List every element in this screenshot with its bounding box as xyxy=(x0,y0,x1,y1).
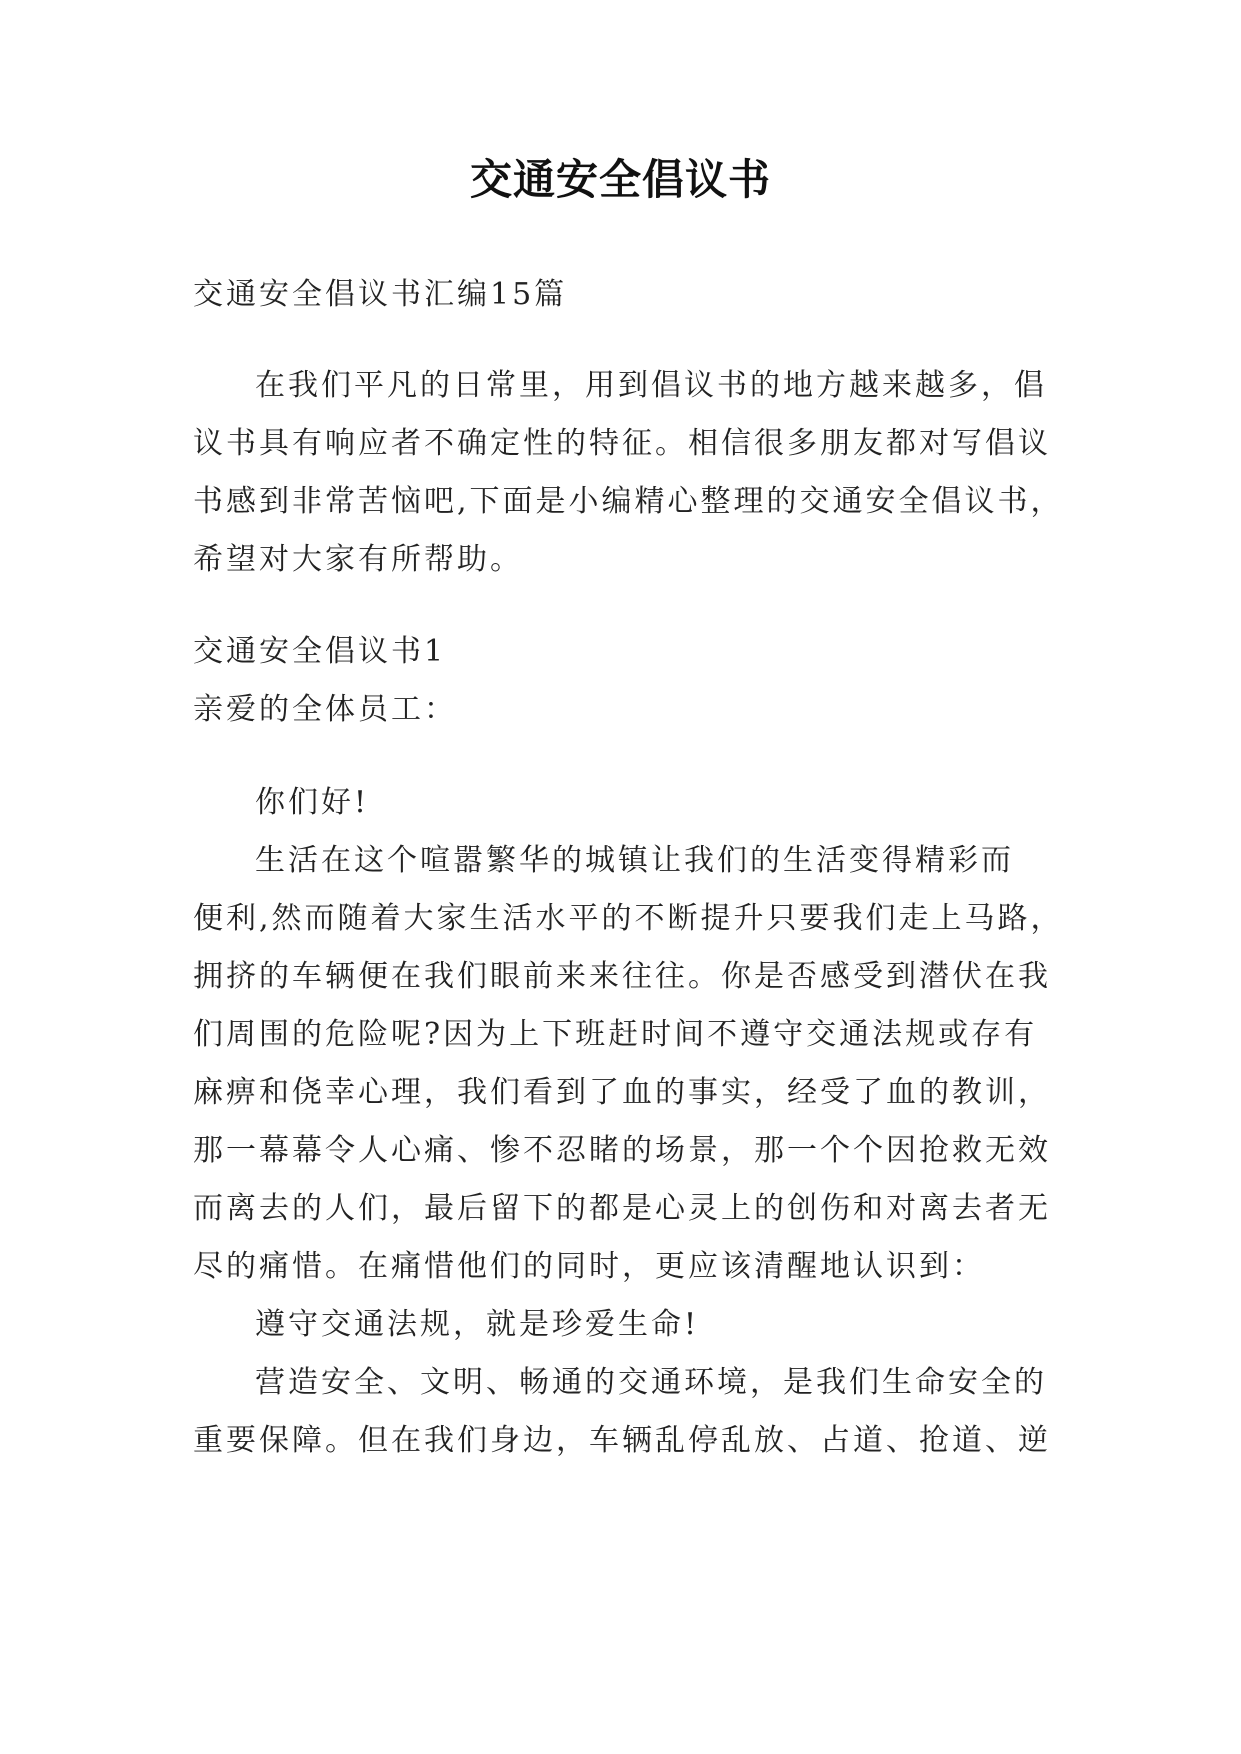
body-line: 便利,然而随着大家生活水平的不断提升只要我们走上马路， xyxy=(193,901,1064,936)
salutation: 亲爱的全体员工： xyxy=(193,692,457,727)
intro-line: 书感到非常苦恼吧,下面是小编精心整理的交通安全倡议书， xyxy=(193,484,1064,519)
intro-paragraph xyxy=(193,357,1063,589)
document-subtitle xyxy=(193,266,1063,324)
body-line: 麻痹和侥幸心理，我们看到了血的事实，经受了血的教训， xyxy=(193,1075,1051,1110)
letter-body xyxy=(193,774,1063,1470)
intro-line: 希望对大家有所帮助。 xyxy=(193,542,523,577)
body-line: 们周围的危险呢?因为上下班赶时间不遵守交通法规或存有 xyxy=(193,1017,1038,1052)
body-line: 营造安全、文明、畅通的交通环境，是我们生命安全的 xyxy=(255,1365,1047,1400)
intro-line: 在我们平凡的日常里，用到倡议书的地方越来越多，倡 xyxy=(255,368,1047,403)
body-line: 那一幕幕令人心痛、惨不忍睹的场景，那一个个因抢救无效 xyxy=(193,1133,1051,1168)
body-line: 重要保障。但在我们身边，车辆乱停乱放、占道、抢道、逆 xyxy=(193,1423,1051,1458)
section-header-block xyxy=(193,623,1063,739)
section-heading: 交通安全倡议书1 xyxy=(193,634,447,669)
greeting: 你们好! xyxy=(255,785,370,820)
body-line: 尽的痛惜。在痛惜他们的同时，更应该清醒地认识到： xyxy=(193,1249,985,1284)
intro-line: 议书具有响应者不确定性的特征。相信很多朋友都对写倡议 xyxy=(193,426,1051,461)
body-line: 而离去的人们，最后留下的都是心灵上的创伤和对离去者无 xyxy=(193,1191,1051,1226)
body-line: 遵守交通法规，就是珍爱生命! xyxy=(255,1307,700,1342)
body-line: 生活在这个喧嚣繁华的城镇让我们的生活变得精彩而 xyxy=(255,843,1014,878)
body-line: 拥挤的车辆便在我们眼前来来往往。你是否感受到潜伏在我 xyxy=(193,959,1051,994)
subtitle-line: 交通安全倡议书汇编15篇 xyxy=(193,277,568,312)
document-title: 交通安全倡议书 xyxy=(469,155,771,204)
